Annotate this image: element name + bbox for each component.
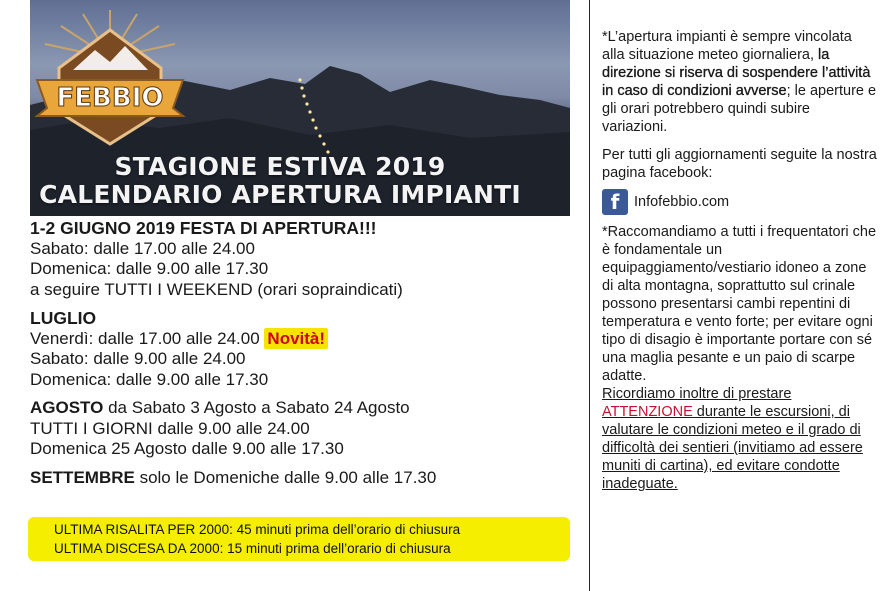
banner-title-line2: CALENDARIO APERTURA IMPIANTI <box>39 180 521 209</box>
luglio-heading: LUGLIO <box>30 308 97 328</box>
logo-text: FEBBIO <box>56 83 164 113</box>
banner-title-line1: STAGIONE ESTIVA 2019 <box>114 152 446 181</box>
novita-badge: Novità! <box>264 328 328 349</box>
reserve-right-text: la direzione si riserva di sospendere l’attività in caso di condizioni avverse <box>602 47 871 99</box>
column-divider <box>589 0 590 591</box>
settembre-text: solo le Domeniche dalle 9.00 alle 17.30 <box>134 467 437 487</box>
febbio-logo <box>33 8 188 148</box>
giugno-line: a seguire TUTTI I WEEKEND (orari sopraindicati) <box>30 279 403 299</box>
facebook-page-name[interactable]: Infofebbio.com <box>634 194 730 210</box>
equipment-advice: *Raccomandiamo a tutti i frequentatori che è fondamentale un equipaggiamento/vestiario idoneo a zone di alta montagna, soprattutto sul crinale possono presentarsi cambi repentini di temperatura e vento forte; per evitare ogni tipo di disagio è importante portare con sé una maglia pesante e un paio di scarpe adatte. <box>602 224 877 384</box>
luglio-venerdi: Venerdì: dalle 17.00 alle 24.00 <box>30 328 260 348</box>
agosto-line: Domenica 25 Agosto dalle 9.00 alle 17.30 <box>30 439 344 458</box>
attention-note: Ricordiamo inoltre di prestare ATTENZIONE durante le escursioni, di valutare le condizioni meteo e il grado di difficoltà dei sentieri (invitiamo ad essere muniti di cartina), ed evitare condotte inadeguate. <box>602 386 863 492</box>
weather-disclaimer: *L’apertura impianti è sempre vincolata alla situazione meteo giornaliera, la direzione si riserva di sospendere l’attività in caso di condizioni avverse; le aperture e gli orari potrebbero quindi subire variazioni. <box>602 29 877 135</box>
closing-times-notice <box>28 517 570 561</box>
facebook-icon: f <box>602 189 628 215</box>
luglio-line: Sabato: dalle 9.00 alle 24.00 <box>30 349 246 368</box>
agosto-heading: AGOSTO <box>30 398 104 417</box>
attention-word: ATTENZIONE <box>602 404 693 420</box>
last-descent-note: ULTIMA DISCESA DA 2000: 15 minuti prima dell’orario di chiusura <box>54 541 451 556</box>
giugno-heading: 1-2 GIUGNO 2019 FESTA DI APERTURA!!! <box>30 218 377 238</box>
luglio-line: Domenica: dalle 9.00 alle 17.30 <box>30 369 269 389</box>
facebook-link[interactable] <box>602 189 877 215</box>
schedule <box>30 218 575 488</box>
agosto-range: da Sabato 3 Agosto a Sabato 24 Agosto <box>103 398 410 417</box>
agosto-line: TUTTI I GIORNI dalle 9.00 alle 24.00 <box>30 418 310 438</box>
giugno-line: Sabato: dalle 17.00 alle 24.00 <box>30 238 255 258</box>
giugno-line: Domenica: dalle 9.00 alle 17.30 <box>30 259 269 278</box>
settembre-heading: SETTEMBRE <box>30 467 135 487</box>
agosto-heading-row <box>30 398 575 419</box>
info-column <box>602 28 877 493</box>
last-ascent-note: ULTIMA RISALITA PER 2000: 45 minuti prima dell’orario di chiusura <box>54 522 461 537</box>
updates-text: Per tutti gli aggiornamenti seguite la nostra pagina facebook: <box>602 147 877 181</box>
luglio-venerdi-row <box>30 329 575 350</box>
settembre-row <box>30 468 575 489</box>
